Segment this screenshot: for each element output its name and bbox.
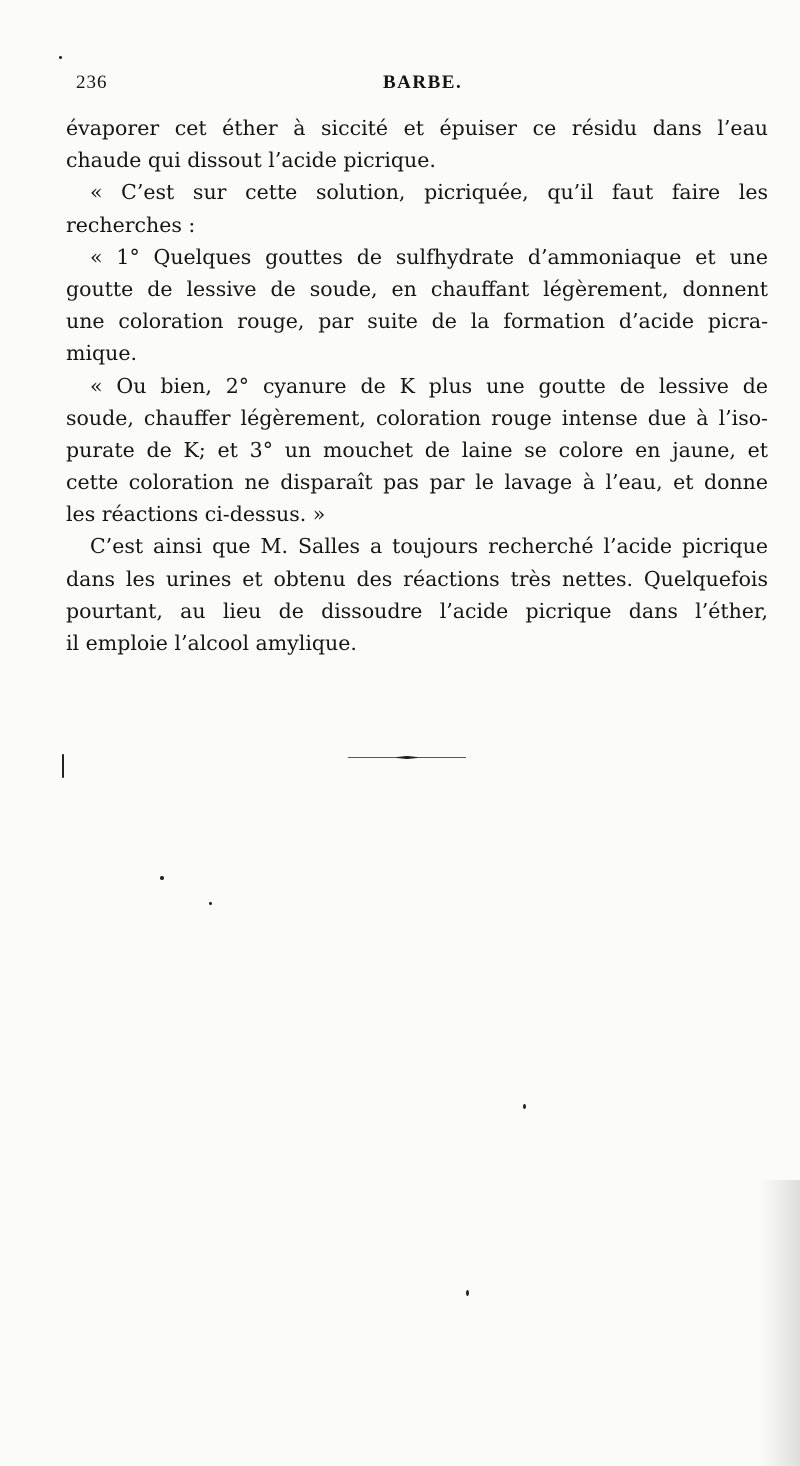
print-speck (160, 876, 164, 880)
text-line: les réactions ci-dessus. » (66, 502, 326, 527)
text-line: évaporer cet éther à siccité et épuiser ce résidu dans l’eau (66, 116, 768, 140)
text-line: soude, chauffer légèrement, coloration rouge intense due à l’iso- (66, 405, 768, 430)
text-line: « 1° Quelques gouttes de sulfhydrate d’ammoniaque et une (90, 244, 768, 269)
text-line: recherches : (66, 212, 196, 237)
text-line: mique. (66, 341, 137, 366)
page-edge-shadow (760, 1180, 800, 1466)
print-speck (62, 754, 64, 778)
text-line: « Ou bien, 2° cyanure de K plus une goutte de lessive de (90, 373, 768, 398)
text-line: il emploie l’alcool amylique. (66, 631, 357, 655)
text-line: goutte de lessive de soude, en chauffant légèrement, donnent (66, 276, 768, 301)
text-line: dans les urines et obtenu des réactions très nettes. Quelquefois (66, 566, 768, 591)
body-text (66, 112, 768, 659)
text-line: C’est ainsi que M. Salles a toujours recherché l’acide picrique (90, 534, 768, 559)
text-line: purate de K; et 3° un mouchet de laine se colore en jaune, et (66, 437, 768, 462)
text-line: pourtant, au lieu de dissoudre l’acide picrique dans l’éther, (66, 598, 768, 623)
running-title: BARBE. (383, 72, 463, 93)
text-line: cette coloration ne disparaît pas par le lavage à l’eau, et donne (66, 470, 768, 495)
print-speck (523, 1104, 526, 1109)
text-line: chaude qui dissout l’acide picrique. (66, 148, 436, 173)
page-number: 236 (76, 72, 108, 93)
print-speck (209, 902, 212, 905)
text-line: « C’est sur cette solution, picriquée, qu’il faut faire les (90, 180, 768, 205)
page-header (76, 72, 766, 102)
text-line: une coloration rouge, par suite de la formation d’acide picra- (66, 309, 768, 334)
print-speck (466, 1290, 469, 1296)
print-speck (59, 56, 62, 59)
section-end-rule (348, 756, 466, 759)
